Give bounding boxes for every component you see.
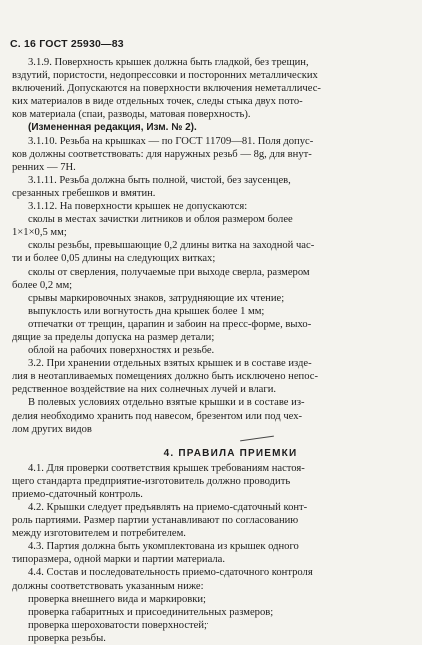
text-line: 3.1.12. На поверхности крышек не допускаются: (28, 201, 248, 213)
text-line: приемо-сдаточный контроль. (12, 488, 143, 500)
document-body (12, 56, 409, 645)
text-line: 4.4. Состав и последовательность приемо-сдаточного контроля (28, 567, 313, 579)
text-line: должны соответствовать указанным ниже: (12, 580, 204, 592)
text-line: выпуклость или вогнутость дна крышек более 1 мм; (28, 305, 265, 317)
text-line: 3.2. При хранении отдельных взятых крышек и в составе изде- (28, 358, 312, 370)
text-line: ков должны соответствовать: для наружных резьб — 8g, для внут- (12, 148, 312, 160)
text-line: 1×1×0,5 мм; (12, 227, 67, 239)
text-line: ких материалов в виде отдельных точек, следы стыка двух пото- (12, 96, 303, 108)
page-bottom-mark: · (206, 618, 209, 628)
text-line: 3.1.11. Резьба должна быть полной, чистой, без заусенцев, (28, 174, 291, 186)
text-line: (Измененная редакция, Изм. № 2). (28, 122, 197, 134)
text-line: ков материала (спаи, разводы, матовая поверхность). (12, 109, 251, 121)
text-line: редственное воздействие на них солнечных лучей и влаги. (12, 384, 277, 396)
text-line: 4.1. Для проверки соответствия крышек требованиям настоя- (28, 462, 305, 474)
text-line: лом других видов (12, 423, 92, 435)
text-line: 4.2. Крышки следует предъявлять на приемо-сдаточный конт- (28, 502, 308, 513)
text-line: щего стандарта предприятие-изготовитель должно проводить (12, 475, 291, 487)
decorative-dash (12, 436, 409, 448)
page-header: С. 16 ГОСТ 25930—83 (10, 38, 124, 50)
text-line: ти и более 0,05 длины на следующих витках; (12, 253, 216, 265)
text-line: дящие за пределы допуска на размер детали; (12, 331, 215, 343)
text-line: ренних — 7H. (12, 161, 76, 173)
text-line: вздутий, пористости, недопрессовки и посторонних металлических (12, 70, 318, 82)
text-line: проверка габаритных и присоединительных размеров; (28, 606, 274, 618)
text-line: срезанных гребешков и вмятин. (12, 187, 156, 199)
section-3-text (12, 56, 409, 436)
text-line: проверка внешнего вида и маркировки; (28, 593, 206, 605)
text-line: типоразмера, одной марки и партии материала. (12, 554, 226, 566)
text-line: проверка шероховатости поверхностей; (28, 619, 207, 631)
text-line: сколы в местах зачистки литников и облоя размером более (28, 214, 293, 226)
text-line: отпечатки от трещин, царапин и забоин на пресс-форме, выхо- (28, 318, 312, 330)
text-line: срывы маркировочных знаков, затрудняющие их чтение; (28, 292, 285, 304)
text-line: облой на рабочих поверхностях и резьбе. (28, 345, 215, 357)
text-line: роль партиями. Размер партии устанавливают по согласованию (12, 515, 299, 527)
text-line: сколы от сверления, получаемые при выходе сверла, размером (28, 266, 310, 278)
text-line: сколы резьбы, превышающие 0,2 длины витка на заходной час- (28, 240, 315, 252)
text-line: более 0,2 мм; (12, 279, 73, 291)
text-line: В полевых условиях отдельно взятые крышки и в составе из- (28, 397, 305, 409)
text-line: 4.3. Партия должна быть укомплектована из крышек одного (28, 541, 299, 553)
text-line: проверка резьбы. (28, 632, 106, 644)
text-line: делия необходимо хранить под навесом, брезентом или под чех- (12, 410, 303, 422)
text-line: лия в неотапливаемых помещениях должно быть исключено непос- (12, 371, 318, 383)
section-title: 4. ПРАВИЛА ПРИЕМКИ (163, 447, 298, 459)
section-4-text (12, 462, 409, 645)
text-line: между изготовителем и потребителем. (12, 528, 186, 540)
text-line: включений. Допускаются на поверхности включения неметалличес- (12, 83, 321, 95)
text-line: 3.1.10. Резьба на крышках — по ГОСТ 11709—81. Поля допус- (28, 135, 314, 147)
text-line: 3.1.9. Поверхность крышек должна быть гладкой, без трещин, (28, 57, 309, 68)
